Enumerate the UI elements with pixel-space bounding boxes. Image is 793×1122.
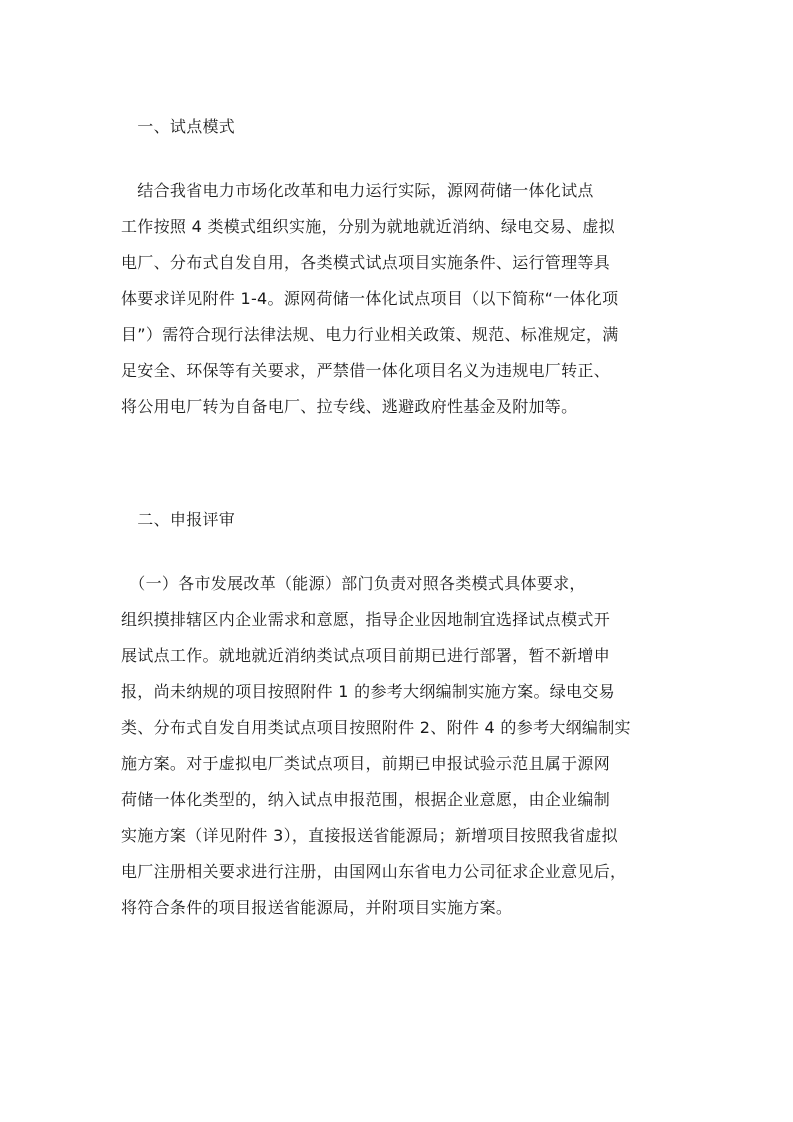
paragraph-line: 结合我省电力市场化改革和电力运行实际，源网荷储一体化试点 — [121, 181, 594, 200]
paragraph-line: 施方案。对于虚拟电厂类试点项目，前期已申报试验示范且属于源网 — [121, 754, 611, 773]
paragraph-line: 工作按照 4 类模式组织实施，分别为就地就近消纳、绿电交易、虚拟 — [121, 217, 615, 236]
heading-text: 一、试点模式 — [121, 117, 236, 136]
paragraph-line: 目”）需符合现行法律法规、电力行业相关政策、规范、标准规定，满 — [121, 325, 619, 344]
paragraph-line: 电厂、分布式自发自用，各类模式试点项目实施条件、运行管理等具 — [121, 253, 611, 272]
paragraph-line: 报，尚未纳规的项目按照附件 1 的参考大纲编制实施方案。绿电交易 — [121, 682, 615, 701]
paragraph-line: 足安全、环保等有关要求，严禁借一体化项目名义为违规电厂转正、 — [121, 361, 611, 380]
paragraph-line: 电厂注册相关要求进行注册，由国网山东省电力公司征求企业意见后， — [121, 862, 627, 881]
paragraph-line: 荷储一体化类型的，纳入试点申报范围，根据企业意愿，由企业编制 — [121, 790, 611, 809]
paragraph-line: 将公用电厂转为自备电厂、拉专线、逃避政府性基金及附加等。 — [121, 397, 578, 416]
paragraph-line: 类、分布式自发自用类试点项目按照附件 2、附件 4 的参考大纲编制实 — [121, 718, 631, 737]
paragraph-line: 体要求详见附件 1-4。源网荷储一体化试点项目（以下简称“一体化项 — [121, 289, 619, 308]
paragraph-application-review — [121, 566, 676, 926]
section-heading-pilot-modes — [121, 109, 676, 145]
paragraph-line: 将符合条件的项目报送省能源局，并附项目实施方案。 — [121, 898, 513, 917]
paragraph-line: （一）各市发展改革（能源）部门负责对照各类模式具体要求， — [121, 574, 586, 593]
paragraph-line: 组织摸排辖区内企业需求和意愿，指导企业因地制宜选择试点模式开 — [121, 610, 611, 629]
paragraph-pilot-modes — [121, 173, 676, 425]
heading-text: 二、申报评审 — [121, 510, 236, 529]
section-heading-application-review — [121, 502, 676, 538]
paragraph-line: 实施方案（详见附件 3），直接报送省能源局；新增项目按照我省虚拟 — [121, 826, 618, 845]
paragraph-line: 展试点工作。就地就近消纳类试点项目前期已进行部署，暂不新增申 — [121, 646, 611, 665]
